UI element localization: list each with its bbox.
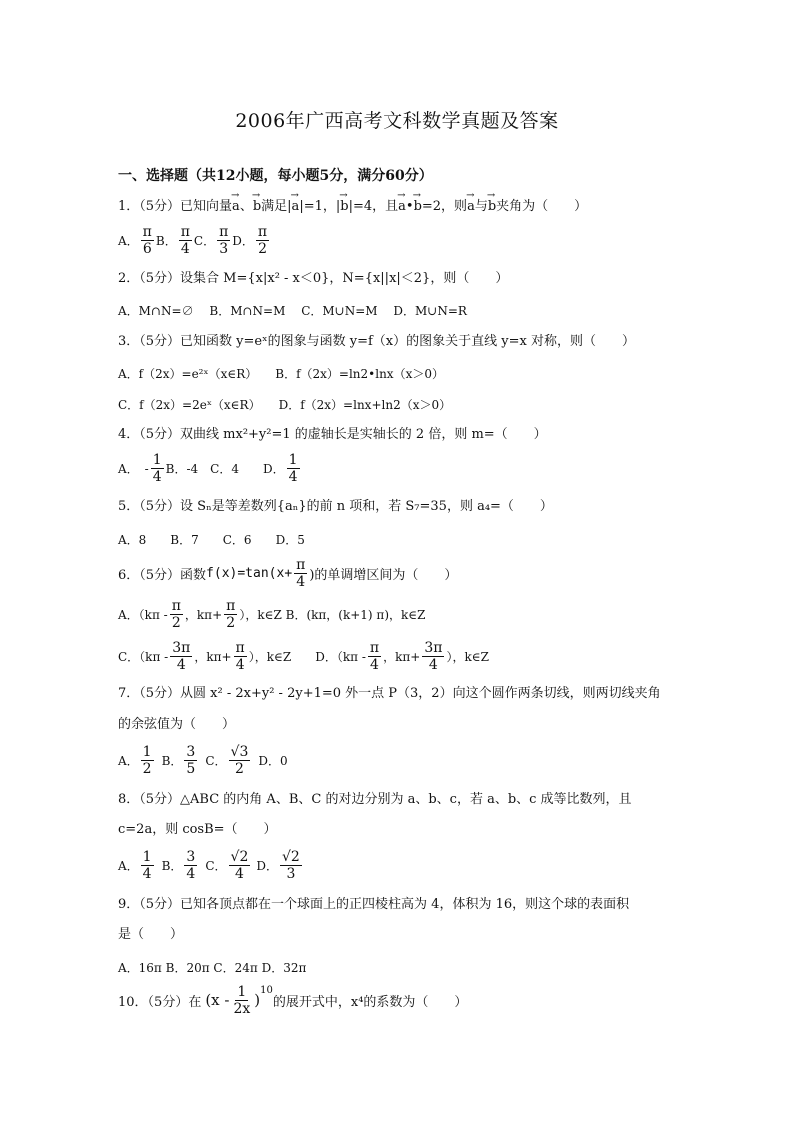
question-10 — [118, 980, 467, 1020]
fraction: $\frac{1}{2x}$ — [233, 983, 251, 1017]
vector-a: → a — [292, 198, 300, 216]
question-1 — [118, 198, 587, 216]
q10-suffix: 的展开式中，x⁴的系数为（ ） — [272, 994, 468, 1010]
fraction: $\frac{\pi}{6}$ — [142, 223, 152, 257]
fraction: $\frac{\pi}{3}$ — [219, 223, 229, 257]
vector-b: → b — [253, 198, 261, 216]
fraction: $\frac{\pi}{2}$ — [226, 597, 236, 631]
dot-operator: • — [405, 199, 414, 214]
q1-prefix: 1．（5分）已知向量 — [118, 199, 233, 214]
question-8-line1: 8．（5分）△ABC 的内角 A、B、C 的对边分别为 a、b、c，若 a、b、c 成等比数列，且 — [118, 792, 632, 807]
option-label: D．0 — [258, 753, 288, 768]
q1-text: 满足| — [261, 199, 292, 214]
question-2: 2．（5分）设集合 M={x|x² - x＜0}，N={x||x|＜2}，则（ ） — [118, 271, 509, 286]
q4-options — [118, 448, 302, 488]
fraction: $\frac{√3}{2}$ — [230, 743, 249, 777]
fraction: $\frac{\pi}{2}$ — [171, 597, 181, 631]
fraction: $\frac{\pi}{4}$ — [235, 639, 245, 673]
fraction: $\frac{\pi}{4}$ — [369, 639, 380, 673]
question-5: 5．（5分）设 Sₙ是等差数列{aₙ}的前 n 项和，若 S₇=35，则 a₄=（ ） — [118, 499, 553, 514]
option-label: B． — [161, 858, 183, 873]
fraction: $\frac{1}{4}$ — [142, 848, 152, 882]
q1-options — [118, 220, 271, 260]
fraction: $\frac{√2}{4}$ — [230, 848, 249, 882]
q1-text: =2，则 — [421, 199, 468, 214]
q1-text: 与 — [474, 199, 488, 214]
fraction: $\frac{\pi}{2}$ — [257, 223, 268, 257]
q3-options-row1: A．f（2x）=e²ˣ（x∈R） B．f（2x）=ln2•lnx（x＞0） — [118, 366, 444, 381]
fraction: $\frac{\pi}{4}$ — [180, 223, 190, 257]
q6-options-row2 — [118, 636, 489, 676]
option-label: B．-4 C．4 D． — [165, 461, 285, 476]
vector-b: → b — [414, 198, 422, 216]
q6-options-row1 — [118, 594, 426, 634]
question-6 — [118, 553, 457, 593]
option-label: D． — [256, 858, 278, 873]
question-8-line2: c=2a，则 cosB=（ ） — [118, 822, 277, 837]
fraction: $\frac{3\pi}{4}$ — [172, 639, 191, 673]
section-heading: 一、选择题（共12小题，每小题5分，满分60分） — [118, 168, 433, 184]
question-7-line2: 的余弦值为（ ） — [118, 717, 236, 732]
option-label: C． — [205, 753, 227, 768]
q1-sep: 、 — [239, 199, 253, 214]
fraction: $\frac{√2}{3}$ — [281, 848, 300, 882]
question-7-line1: 7．（5分）从圆 x² - 2x+y² - 2y+1=0 外一点 P（3，2）向这个圆作两条切线，则两切线夹角 — [118, 686, 661, 701]
option-label: B． — [155, 233, 177, 248]
q6-function: f(x)=tan(x+ — [206, 565, 293, 581]
q1-text: |=4，且 — [348, 199, 399, 214]
option-text: C．（kπ - — [118, 649, 169, 664]
option-text: ），k∈Z D．（kπ - — [248, 649, 366, 664]
option-label: A． — [118, 753, 139, 768]
q9-options: A．16π B．20π C．24π D．32π — [118, 960, 307, 975]
q5-options: A．8 B．7 C．6 D．5 — [118, 532, 305, 547]
q10-exponent: 10 — [260, 984, 273, 996]
question-9-line1: 9．（5分）已知各顶点都在一个球面上的正四棱柱高为 4，体积为 16，则这个球的表面积 — [118, 897, 630, 912]
q3-options-row2: C．f（2x）=2eˣ（x∈R） D．f（2x）=lnx+ln2（x＞0） — [118, 397, 452, 412]
fraction: $\frac{3\pi}{4}$ — [424, 639, 443, 673]
vector-a: → a — [467, 198, 475, 216]
q6-suffix: )的单调增区间为（ ） — [309, 567, 458, 583]
question-4: 4．（5分）双曲线 mx²+y²=1 的虚轴长是实轴长的 2 倍，则 m=（ ） — [118, 427, 547, 442]
q10-paren-close: ) — [254, 991, 261, 1009]
option-label: A． — [118, 233, 139, 248]
q8-options — [118, 845, 304, 885]
option-label: C． — [193, 233, 216, 248]
q10-prefix: 10．（5分）在 — [118, 994, 202, 1010]
fraction: $\frac{1}{4}$ — [288, 451, 298, 485]
option-text: ，kπ+ — [184, 607, 223, 622]
question-3: 3．（5分）已知函数 y=eˣ的图象与函数 y=f（x）的图象关于直线 y=x 对称，则（ ） — [118, 334, 635, 349]
fraction: $\frac{1}{4}$ — [152, 451, 162, 485]
q7-options — [118, 740, 288, 780]
q2-options: A．M∩N=∅ B．M∩N=M C．M∪N=M D．M∪N=R — [118, 303, 467, 318]
fraction: $\frac{3}{5}$ — [186, 743, 196, 777]
q10-paren-open: (x - — [205, 991, 230, 1009]
q6-prefix: 6．（5分）函数 — [118, 567, 207, 583]
vector-b: → b — [488, 198, 496, 216]
option-text: ，kπ+ — [383, 649, 421, 664]
option-text: ），k∈Z — [446, 649, 489, 664]
fraction: $\frac{3}{4}$ — [186, 848, 196, 882]
option-text: A．（kπ - — [118, 607, 168, 622]
option-label: A． - — [118, 461, 149, 476]
page-title: 2006年广西高考文科数学真题及答案 — [235, 110, 559, 132]
question-9-line2: 是（ ） — [118, 927, 184, 942]
fraction: $\frac{1}{2}$ — [142, 743, 152, 777]
option-text: ），k∈Z B．(kπ，(k+1) π)，k∈Z — [239, 607, 426, 622]
vector-a: → a — [232, 198, 240, 216]
option-label: D． — [232, 233, 254, 248]
fraction: $\frac{\pi}{4}$ — [296, 556, 306, 590]
vector-a: → a — [398, 198, 406, 216]
q1-text: |=1，| — [299, 199, 341, 214]
q1-text: 夹角为（ ） — [496, 199, 588, 214]
option-label: B． — [161, 753, 183, 768]
option-label: A． — [118, 858, 139, 873]
option-text: ，kπ+ — [194, 649, 232, 664]
vector-b: → b — [340, 198, 348, 216]
option-label: C． — [205, 858, 227, 873]
